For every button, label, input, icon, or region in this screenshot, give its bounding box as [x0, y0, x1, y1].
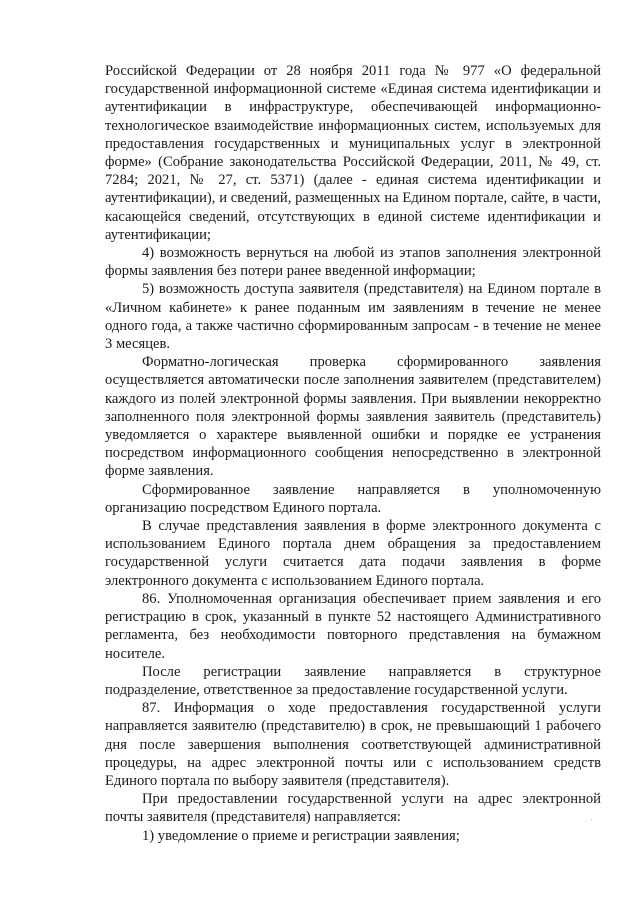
paragraph-87: 87. Информация о ходе предоставления государственной услуги направляется заявителю (представителю) в срок, не превышающий 1 рабочего дня после завершения выполнения соответствующей административной процедуры, на адрес электронной почты или с использованием средств Единого портала по выбору заявителя (представителя). — [105, 700, 601, 789]
paragraph-format-check: Форматно-логическая проверка сформированного заявления осуществляется автоматически после заполнения заявителем (представителем) каждого из полей электронной формы заявления. При выявлении некорректно заполненного поля электронной формы заявления заявитель (представитель) уведомляется о характере выявленной ошибки и порядке ее устранения посредством информационного сообщения непосредственно в электронной форме заявления. — [105, 354, 601, 480]
document-body — [105, 62, 601, 845]
paragraph-email-notification: При предоставлении государственной услуги на адрес электронной почты заявителя (представителя) направляется: — [105, 791, 601, 826]
scan-artifact — [591, 819, 592, 820]
paragraph-item-4: 4) возможность вернуться на любой из этапов заполнения электронной формы заявления без потери ранее введенной информации; — [105, 245, 601, 280]
paragraph-submission: Сформированное заявление направляется в уполномоченную организацию посредством Единого портала. — [105, 481, 601, 516]
paragraph-continuation: Российской Федерации от 28 ноября 2011 года № 977 «О федеральной государственной информационной системе «Единая система идентификации и аутентификации в инфраструктуре, обеспечивающей информационно-технологическое взаимодействие информационных систем, используемых для предоставления государственных и муниципальных услуг в электронной форме» (Собрание законодательства Российской Федерации, 2011, № 49, ст. 7284; 2021, № 27, ст. 5371) (далее - единая система идентификации и аутентификации), и сведений, размещенных на Едином портале, сайте, в части, касающейся сведений, отсутствующих в единой системе идентификации и аутентификации; — [105, 63, 601, 243]
paragraph-after-registration: После регистрации заявление направляется в структурное подразделение, ответственное за предоставление государственной услуги. — [105, 663, 601, 698]
paragraph-item-1: 1) уведомление о приеме и регистрации заявления; — [142, 827, 460, 844]
paragraph-item-5: 5) возможность доступа заявителя (представителя) на Едином портале в «Личном кабинете» к ранее поданным им заявлениям в течение не менее одного года, а также частично сформированным запросам - в течение не менее 3 месяцев. — [105, 281, 601, 353]
paragraph-86: 86. Уполномоченная организация обеспечивает прием заявления и его регистрацию в срок, указанный в пункте 52 настоящего Административного регламента, без необходимости повторного представления на бумажном носителе. — [105, 590, 601, 662]
paragraph-electronic-document: В случае представления заявления в форме электронного документа с использованием Единого портала днем обращения за предоставлением государственной услуги считается дата подачи заявления в форме электронного документа с использованием Единого портала. — [105, 518, 601, 589]
